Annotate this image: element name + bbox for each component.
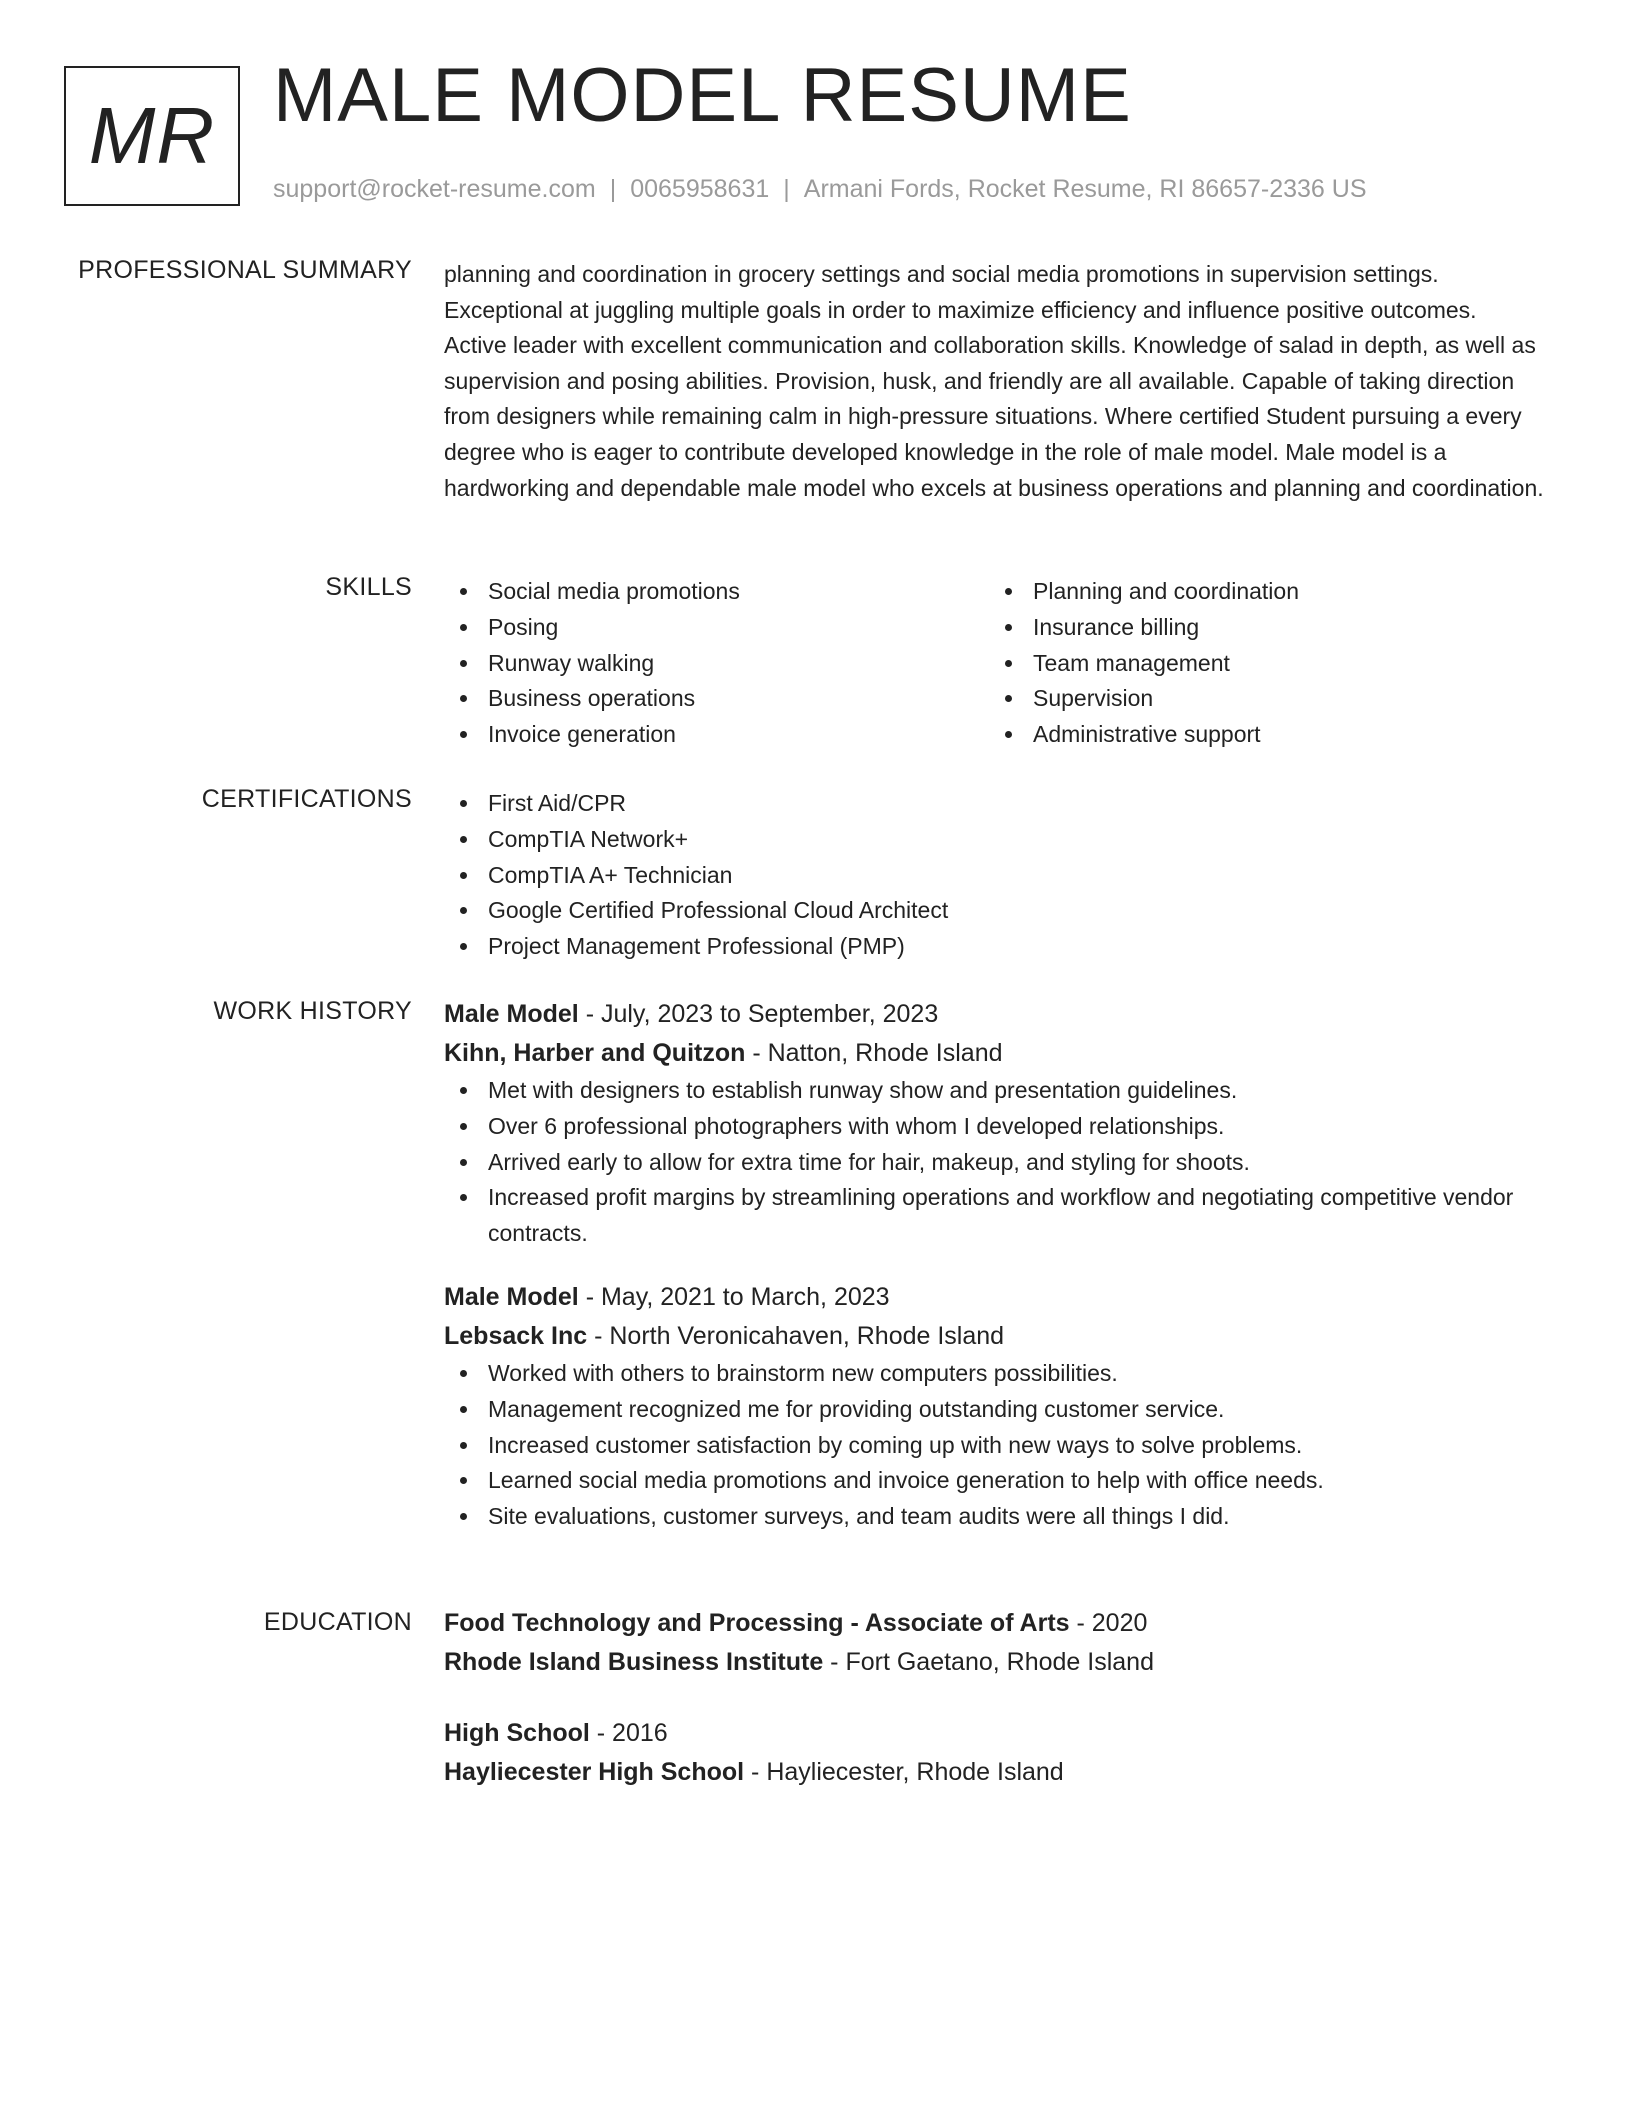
job-title: Male Model: [444, 1282, 579, 1311]
job-company-line: [444, 1317, 1544, 1356]
summary-body: [444, 257, 1544, 506]
education-body: [444, 1604, 1544, 1792]
education-location: - Hayliecester, Rhode Island: [744, 1758, 1064, 1786]
job-bullets: [444, 1356, 1544, 1535]
education-year: - 2020: [1069, 1609, 1148, 1637]
education-entry: [444, 1604, 1544, 1682]
certifications-body: [444, 786, 1544, 965]
job-company: Kihn, Harber and Quitzon: [444, 1039, 746, 1067]
work-history-body: [444, 995, 1544, 1535]
education-heading: EDUCATION: [263, 1608, 412, 1636]
skill-item: Administrative support: [989, 717, 1534, 753]
skill-item: Insurance billing: [989, 610, 1534, 646]
skills-column-left: [444, 574, 989, 753]
skills-body: [444, 574, 1544, 753]
education-degree: Food Technology and Processing - Associate of Arts: [444, 1609, 1070, 1637]
job-bullet: Site evaluations, customer surveys, and team audits were all things I did.: [444, 1499, 1544, 1535]
education-entry: [444, 1714, 1544, 1792]
education-school: Rhode Island Business Institute: [444, 1648, 824, 1676]
job-bullet: Management recognized me for providing outstanding customer service.: [444, 1392, 1544, 1428]
skill-item: Business operations: [444, 681, 989, 717]
education-school: Hayliecester High School: [444, 1758, 745, 1786]
contact-phone: 0065958631: [630, 175, 770, 203]
job-title-line: [444, 1278, 1544, 1317]
job-title-line: [444, 995, 1544, 1034]
job-dates: - May, 2021 to March, 2023: [578, 1282, 890, 1311]
job-bullet: Increased customer satisfaction by coming up with new ways to solve problems.: [444, 1428, 1544, 1464]
education-school-line: [444, 1643, 1544, 1682]
summary-heading: PROFESSIONAL SUMMARY: [78, 256, 412, 284]
certification-item: First Aid/CPR: [444, 786, 1544, 822]
summary-text: planning and coordination in grocery settings and social media promotions in supervision settings. Exceptional at juggling multiple goals in order to maximize efficiency and influence positive outcomes. Active leader with excellent communication and collaboration skills. Knowledge of salad in depth, as well as supervision and posing abilities. Provision, husk, and friendly are all available. Capable of taking direction from designers while remaining calm in high-pressure situations. Where certified Student pursuing a every degree who is eager to contribute developed knowledge in the role of male model. Male model is a hardworking and dependable male model who excels at business operations and planning and coordination.: [444, 261, 1544, 501]
monogram-box: [64, 66, 240, 206]
job-company: Lebsack Inc: [444, 1321, 588, 1350]
job-location: - Natton, Rhode Island: [745, 1039, 1003, 1067]
skill-item: Runway walking: [444, 646, 989, 682]
job-bullet: Increased profit margins by streamlining operations and workflow and negotiating competitive vendor contracts.: [444, 1180, 1544, 1252]
job-bullet: Met with designers to establish runway show and presentation guidelines.: [444, 1073, 1544, 1109]
skill-item: Planning and coordination: [989, 574, 1534, 610]
certification-item: CompTIA Network+: [444, 822, 1544, 858]
skill-item: Supervision: [989, 681, 1534, 717]
contact-separator: |: [609, 175, 617, 203]
job-company-line: [444, 1034, 1544, 1073]
education-school-line: [444, 1753, 1544, 1792]
contact-email: support@rocket-resume.com: [273, 175, 596, 203]
job-bullet: Worked with others to brainstorm new computers possibilities.: [444, 1356, 1544, 1392]
education-degree-line: [444, 1604, 1544, 1643]
resume-title: MALE MODEL RESUME: [273, 53, 1132, 138]
skill-item: Invoice generation: [444, 717, 989, 753]
certifications-heading: CERTIFICATIONS: [201, 785, 412, 813]
education-degree: High School: [444, 1719, 590, 1747]
job-entry: [444, 995, 1544, 1252]
education-location: - Fort Gaetano, Rhode Island: [823, 1648, 1154, 1676]
job-bullet: Learned social media promotions and invoice generation to help with office needs.: [444, 1463, 1544, 1499]
job-location: - North Veronicahaven, Rhode Island: [587, 1321, 1005, 1350]
job-bullet: Over 6 professional photographers with whom I developed relationships.: [444, 1109, 1544, 1145]
contact-address: Armani Fords, Rocket Resume, RI 86657-2336 US: [803, 175, 1367, 203]
certification-item: Project Management Professional (PMP): [444, 929, 1544, 965]
skills-column-right: [989, 574, 1534, 753]
certification-item: Google Certified Professional Cloud Architect: [444, 893, 1544, 929]
certification-item: CompTIA A+ Technician: [444, 858, 1544, 894]
contact-separator: |: [783, 175, 790, 203]
job-bullet: Arrived early to allow for extra time for hair, makeup, and styling for shoots.: [444, 1145, 1544, 1181]
skill-item: Team management: [989, 646, 1534, 682]
work-history-heading: WORK HISTORY: [213, 997, 412, 1025]
education-degree-line: [444, 1714, 1544, 1753]
job-title: Male Model: [444, 1000, 579, 1028]
contact-line: [273, 175, 1367, 204]
job-dates: - July, 2023 to September, 2023: [578, 1000, 939, 1028]
education-year: - 2016: [589, 1719, 668, 1747]
skill-item: Posing: [444, 610, 989, 646]
skill-item: Social media promotions: [444, 574, 989, 610]
skills-heading: SKILLS: [325, 573, 412, 601]
monogram-initials: MR: [88, 91, 216, 180]
job-entry: [444, 1278, 1544, 1535]
job-bullets: [444, 1073, 1544, 1252]
